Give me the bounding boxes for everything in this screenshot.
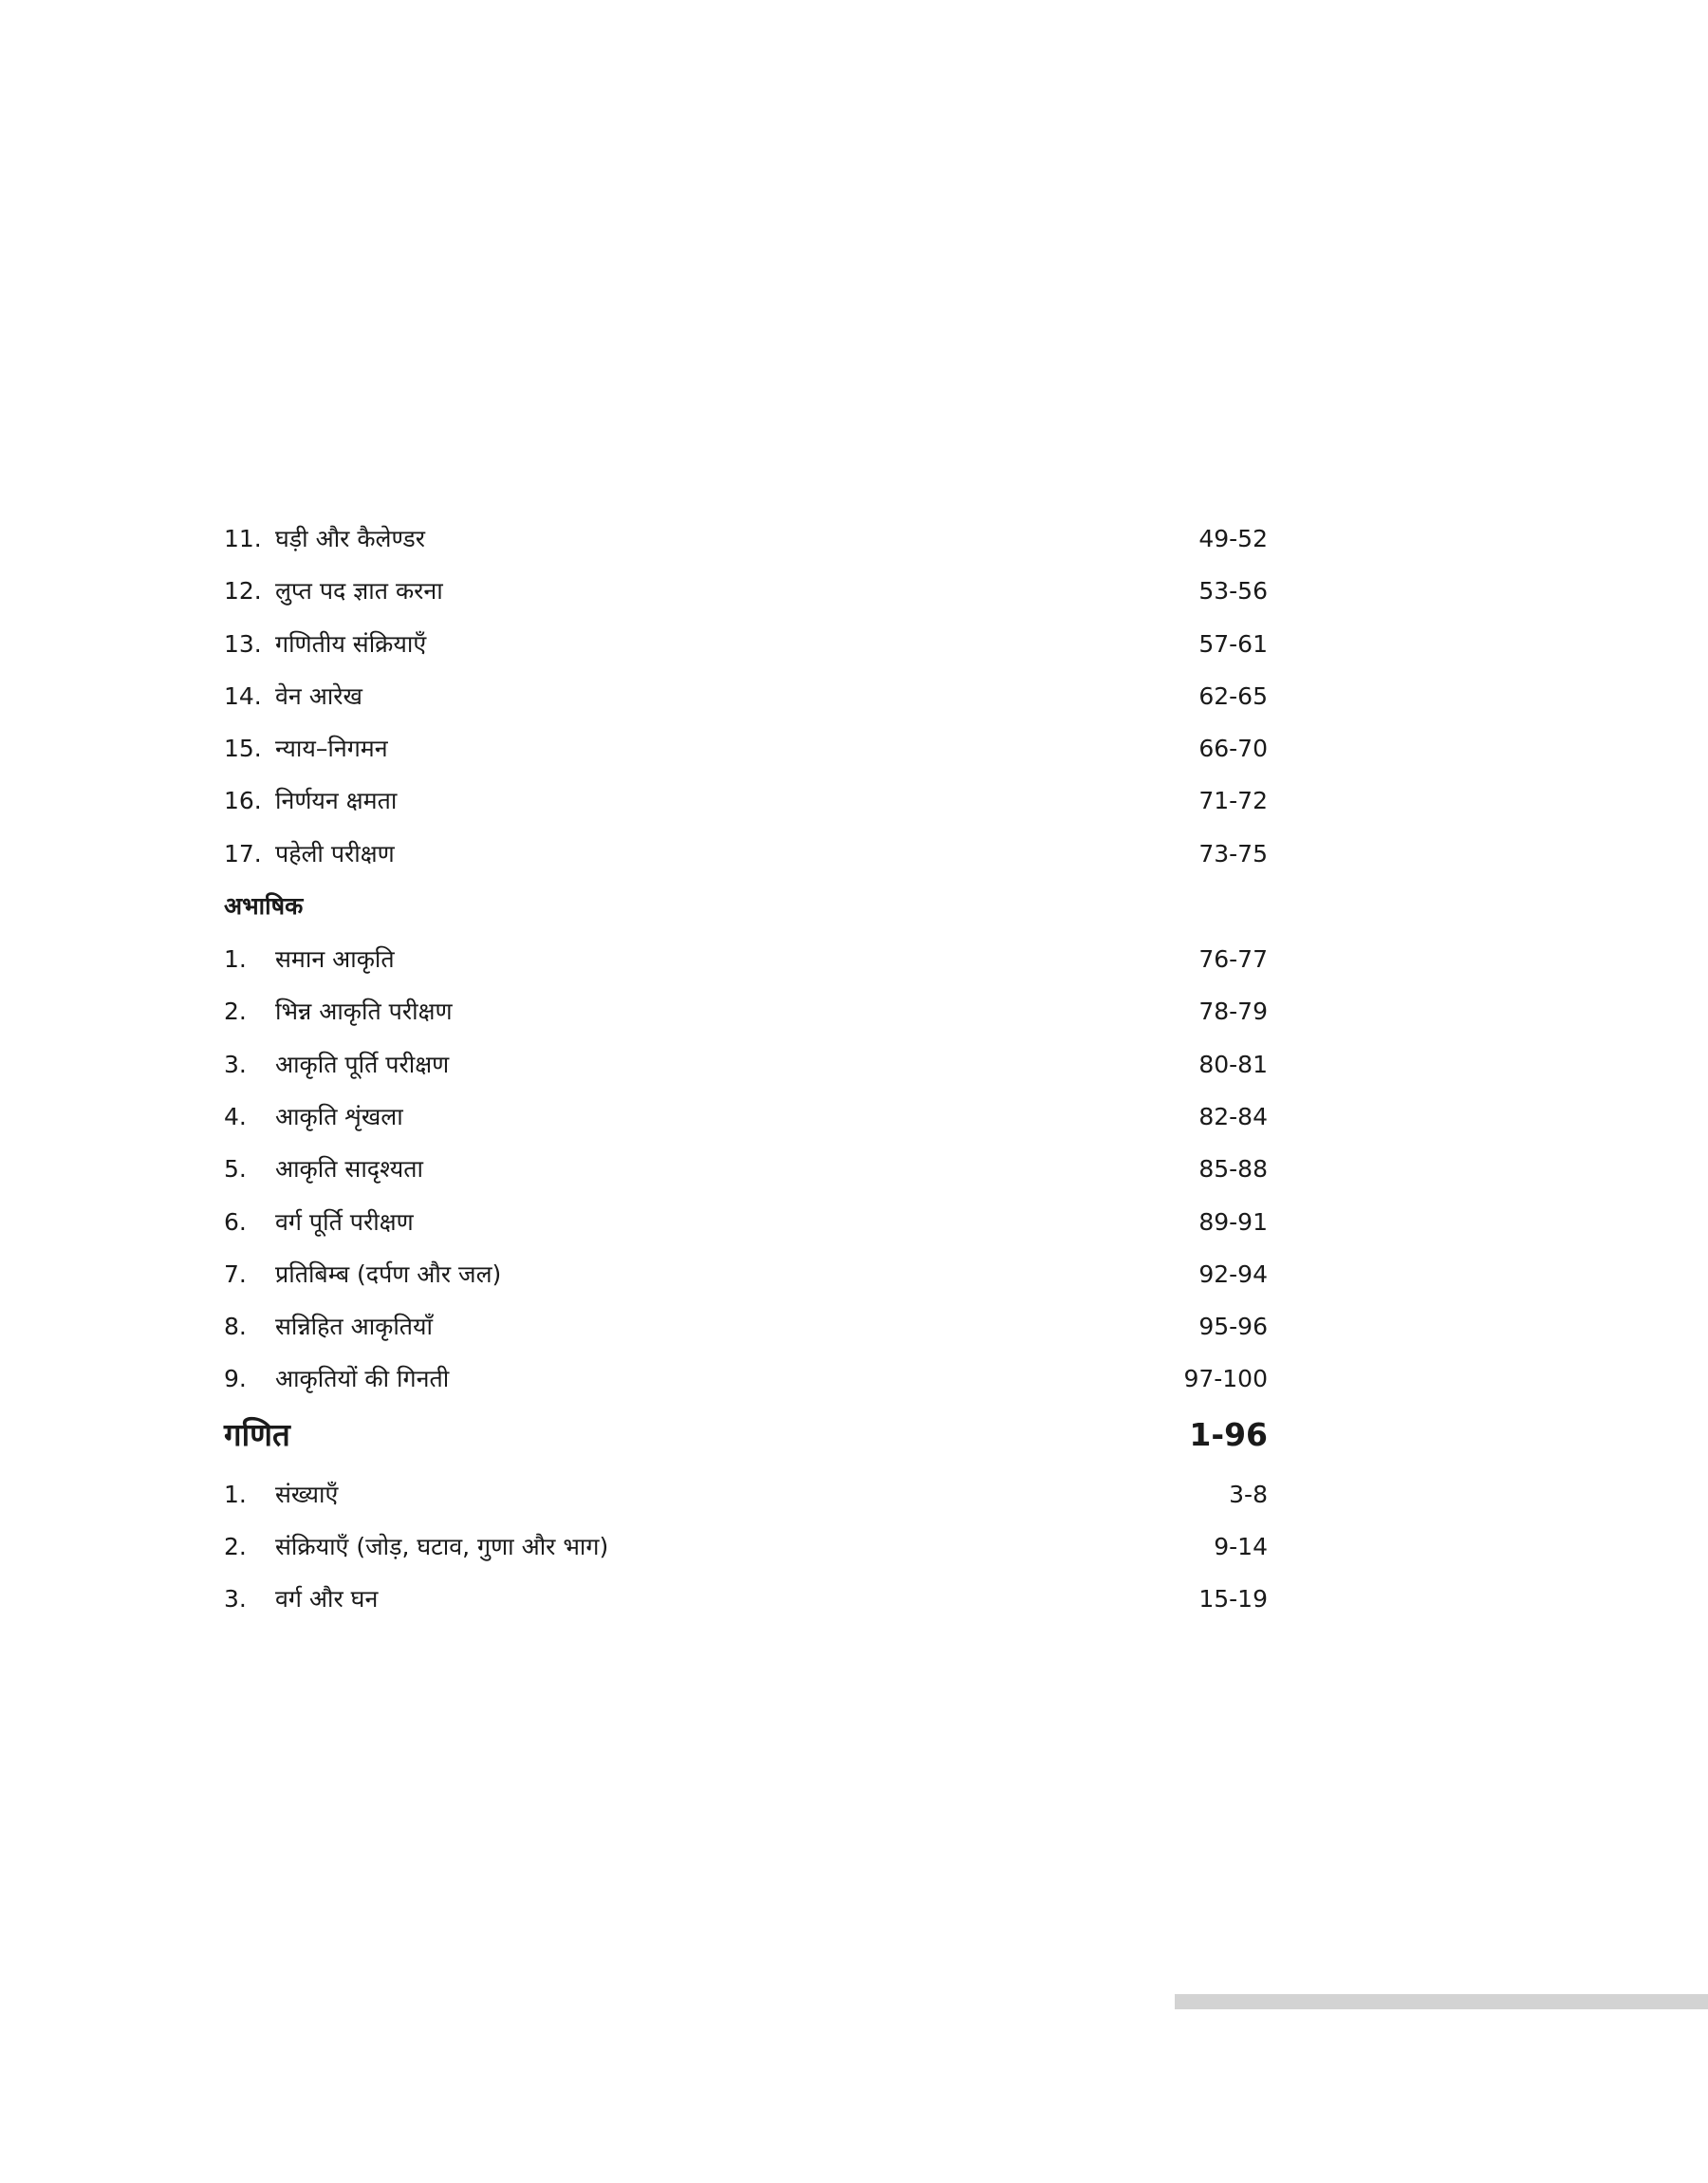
section-heading-nonverbal: अभाषिक bbox=[224, 892, 304, 921]
toc-title: सन्निहित आकृतियाँ bbox=[275, 1313, 434, 1341]
toc-pages: 73-75 bbox=[1198, 839, 1268, 868]
toc-number: 1. bbox=[224, 945, 247, 974]
toc-number: 15. bbox=[224, 735, 262, 763]
toc-row bbox=[224, 1468, 1268, 1521]
section-heading-math bbox=[224, 1406, 1268, 1468]
toc-number: 14. bbox=[224, 681, 262, 710]
toc-number: 12. bbox=[224, 577, 262, 606]
toc-title: भिन्न आकृति परीक्षण bbox=[275, 998, 453, 1026]
toc-pages: 92-94 bbox=[1198, 1259, 1268, 1288]
toc-pages: 9-14 bbox=[1214, 1533, 1268, 1561]
toc-pages: 85-88 bbox=[1198, 1155, 1268, 1184]
toc-pages: 78-79 bbox=[1198, 998, 1268, 1026]
toc-pages: 53-56 bbox=[1198, 577, 1268, 606]
toc-number: 6. bbox=[224, 1207, 247, 1236]
toc-title: न्याय–निगमन bbox=[275, 735, 388, 763]
toc-row bbox=[224, 1573, 1268, 1625]
toc-pages: 3-8 bbox=[1229, 1480, 1268, 1508]
toc-title: आकृति सादृश्यता bbox=[275, 1155, 423, 1184]
toc-number: 4. bbox=[224, 1102, 247, 1130]
toc-title: समान आकृति bbox=[275, 945, 395, 974]
toc-number: 7. bbox=[224, 1259, 247, 1288]
footer-bar bbox=[1175, 1994, 1708, 2009]
toc-title: वेन आरेख bbox=[275, 681, 362, 710]
toc-title: गणितीय संक्रियाएँ bbox=[275, 629, 427, 658]
toc-row bbox=[224, 618, 1268, 670]
toc-row bbox=[224, 1091, 1268, 1143]
toc-row bbox=[224, 1143, 1268, 1195]
toc-number: 2. bbox=[224, 1533, 247, 1561]
toc-title: वर्ग और घन bbox=[275, 1585, 379, 1614]
toc-title: संक्रियाएँ (जोड़, घटाव, गुणा और भाग) bbox=[275, 1533, 609, 1561]
toc-title: घड़ी और कैलेण्डर bbox=[275, 525, 425, 552]
toc-title: आकृति शृंखला bbox=[275, 1102, 403, 1130]
toc-pages: 95-96 bbox=[1198, 1313, 1268, 1341]
section-math-pages: 1-96 bbox=[1189, 1415, 1268, 1453]
toc-pages: 49-52 bbox=[1198, 525, 1268, 552]
toc-number: 16. bbox=[224, 787, 262, 815]
toc-title: पहेली परीक्षण bbox=[275, 839, 395, 868]
section-math-title: गणित bbox=[224, 1415, 290, 1453]
toc-title: आकृति पूर्ति परीक्षण bbox=[275, 1050, 450, 1078]
toc-title: वर्ग पूर्ति परीक्षण bbox=[275, 1207, 414, 1236]
toc-row bbox=[224, 513, 1268, 565]
toc-number: 8. bbox=[224, 1313, 247, 1341]
toc-number: 3. bbox=[224, 1050, 247, 1078]
toc-title: संख्याएँ bbox=[275, 1480, 339, 1508]
toc-row bbox=[224, 670, 1268, 722]
toc-row bbox=[224, 1353, 1268, 1405]
toc-pages: 97-100 bbox=[1183, 1365, 1268, 1393]
toc-number: 2. bbox=[224, 998, 247, 1026]
toc-pages: 57-61 bbox=[1198, 629, 1268, 658]
toc-pages: 15-19 bbox=[1198, 1585, 1268, 1614]
toc-number: 11. bbox=[224, 525, 262, 552]
toc-pages: 71-72 bbox=[1198, 787, 1268, 815]
toc-row bbox=[224, 933, 1268, 985]
toc-pages: 89-91 bbox=[1198, 1207, 1268, 1236]
toc-row bbox=[224, 774, 1268, 827]
toc-pages: 82-84 bbox=[1198, 1102, 1268, 1130]
toc-row bbox=[224, 1038, 1268, 1091]
toc-row bbox=[224, 1521, 1268, 1573]
toc-row bbox=[224, 1248, 1268, 1300]
toc-title: प्रतिबिम्ब (दर्पण और जल) bbox=[275, 1259, 502, 1288]
table-of-contents bbox=[224, 513, 1268, 1626]
toc-title: लुप्त पद ज्ञात करना bbox=[275, 577, 443, 606]
toc-title: निर्णयन क्षमता bbox=[275, 787, 398, 815]
toc-number: 3. bbox=[224, 1585, 247, 1614]
toc-row bbox=[224, 1196, 1268, 1248]
toc-row bbox=[224, 722, 1268, 774]
toc-number: 13. bbox=[224, 629, 262, 658]
toc-row bbox=[224, 828, 1268, 880]
toc-pages: 66-70 bbox=[1198, 735, 1268, 763]
toc-row bbox=[224, 1300, 1268, 1353]
toc-title: आकृतियों की गिनती bbox=[275, 1365, 450, 1393]
toc-pages: 80-81 bbox=[1198, 1050, 1268, 1078]
toc-number: 9. bbox=[224, 1365, 247, 1393]
toc-pages: 62-65 bbox=[1198, 681, 1268, 710]
toc-row bbox=[224, 565, 1268, 617]
toc-number: 5. bbox=[224, 1155, 247, 1184]
toc-pages: 76-77 bbox=[1198, 945, 1268, 974]
toc-number: 1. bbox=[224, 1480, 247, 1508]
toc-row bbox=[224, 985, 1268, 1037]
toc-number: 17. bbox=[224, 839, 262, 868]
